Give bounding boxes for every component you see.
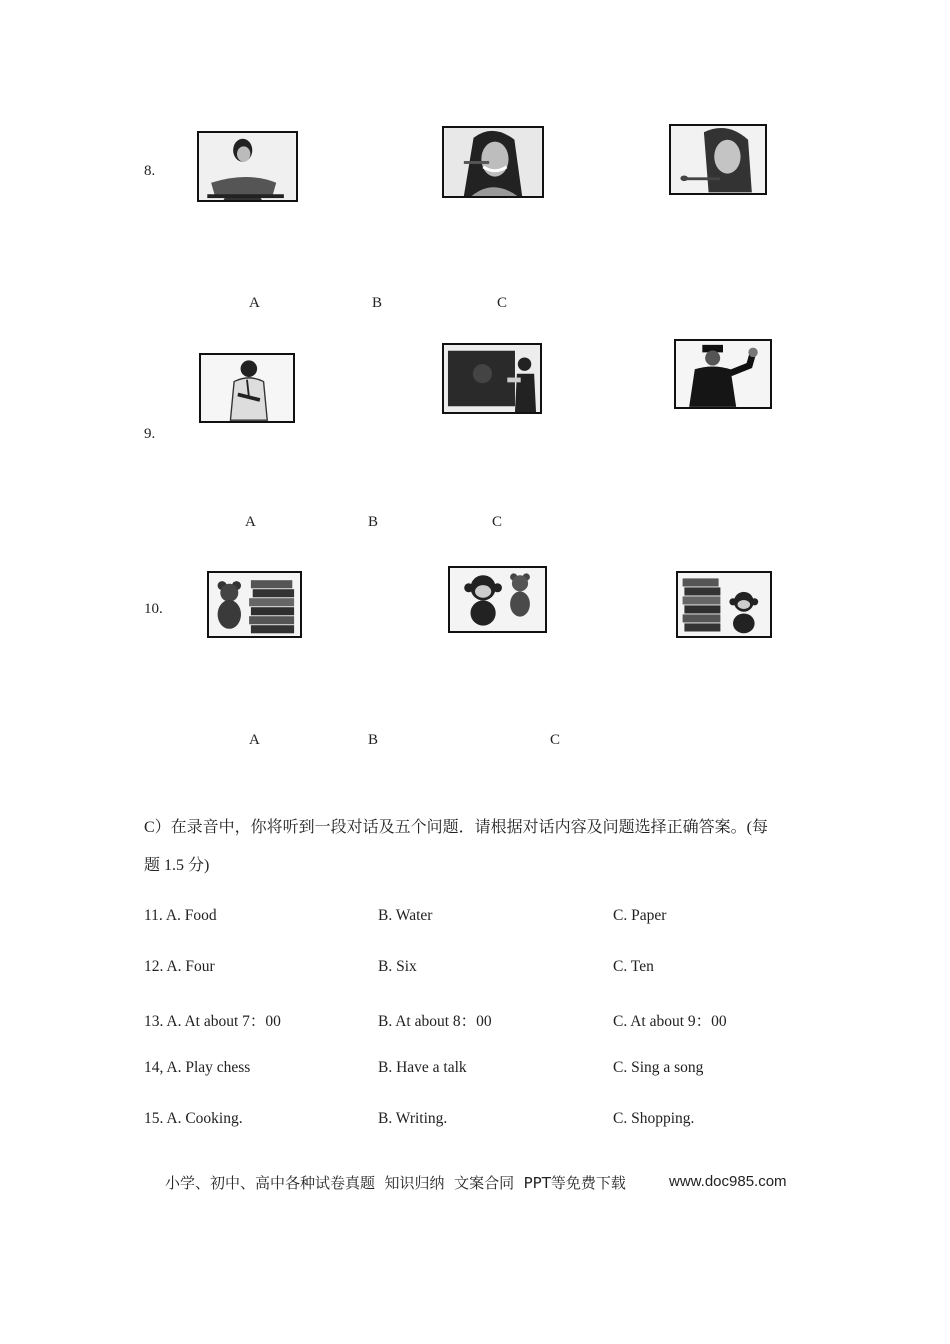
- books-and-monkey-icon: [676, 571, 772, 638]
- section-c-instructions: [144, 809, 824, 885]
- footer-url-link[interactable]: www.doc985.com: [669, 1173, 787, 1190]
- q15-option-c: C. Shopping.: [613, 1110, 695, 1127]
- q13-option-a: 13. A. At about 7：00: [144, 1013, 281, 1030]
- q13-option-b: B. At about 8：00: [378, 1013, 492, 1030]
- q10-option-c-label: C: [550, 732, 561, 748]
- doctor-icon: [199, 353, 295, 423]
- section-c-line-2: 题 1.5 分): [144, 857, 210, 874]
- q15-option-a: 15. A. Cooking.: [144, 1110, 243, 1127]
- woman-brushing-teeth-icon: [442, 126, 544, 198]
- teacher-blackboard-icon: [442, 343, 542, 414]
- q9-option-c-label: C: [492, 514, 503, 530]
- q14-option-a: 14, A. Play chess: [144, 1059, 251, 1076]
- monkey-and-bear-icon: [448, 566, 547, 633]
- bear-and-books-icon: [207, 571, 302, 638]
- q9-option-b-label: B: [368, 514, 379, 530]
- q8-option-a-label: A: [249, 295, 260, 311]
- q12-option-c: C. Ten: [613, 958, 654, 975]
- woman-eating-icon: [197, 131, 298, 202]
- question-8-number: 8.: [144, 163, 156, 179]
- question-10-number: 10.: [144, 601, 163, 617]
- policeman-icon: [674, 339, 772, 409]
- q10-option-a-label: A: [249, 732, 260, 748]
- q14-option-b: B. Have a talk: [378, 1059, 467, 1076]
- section-c-line-1: C）在录音中，你将听到一段对话及五个问题．请根据对话内容及问题选择正确答案。(每: [144, 819, 769, 836]
- q13-option-c: C. At about 9：00: [613, 1013, 727, 1030]
- footer-text: 小学、初中、高中各种试卷真题 知识归纳 文案合同 PPT等免费下载: [165, 1174, 626, 1192]
- q11-option-c: C. Paper: [613, 907, 667, 924]
- q12-option-a: 12. A. Four: [144, 958, 215, 975]
- q11-option-b: B. Water: [378, 907, 433, 924]
- q10-option-b-label: B: [368, 732, 379, 748]
- q11-option-a: 11. A. Food: [144, 907, 217, 924]
- question-9-number: 9.: [144, 426, 156, 442]
- woman-spoon-icon: [669, 124, 767, 195]
- q9-option-a-label: A: [245, 514, 256, 530]
- q12-option-b: B. Six: [378, 958, 417, 975]
- q15-option-b: B. Writing.: [378, 1110, 448, 1127]
- q8-option-b-label: B: [372, 295, 383, 311]
- q8-option-c-label: C: [497, 295, 508, 311]
- q14-option-c: C. Sing a song: [613, 1059, 704, 1076]
